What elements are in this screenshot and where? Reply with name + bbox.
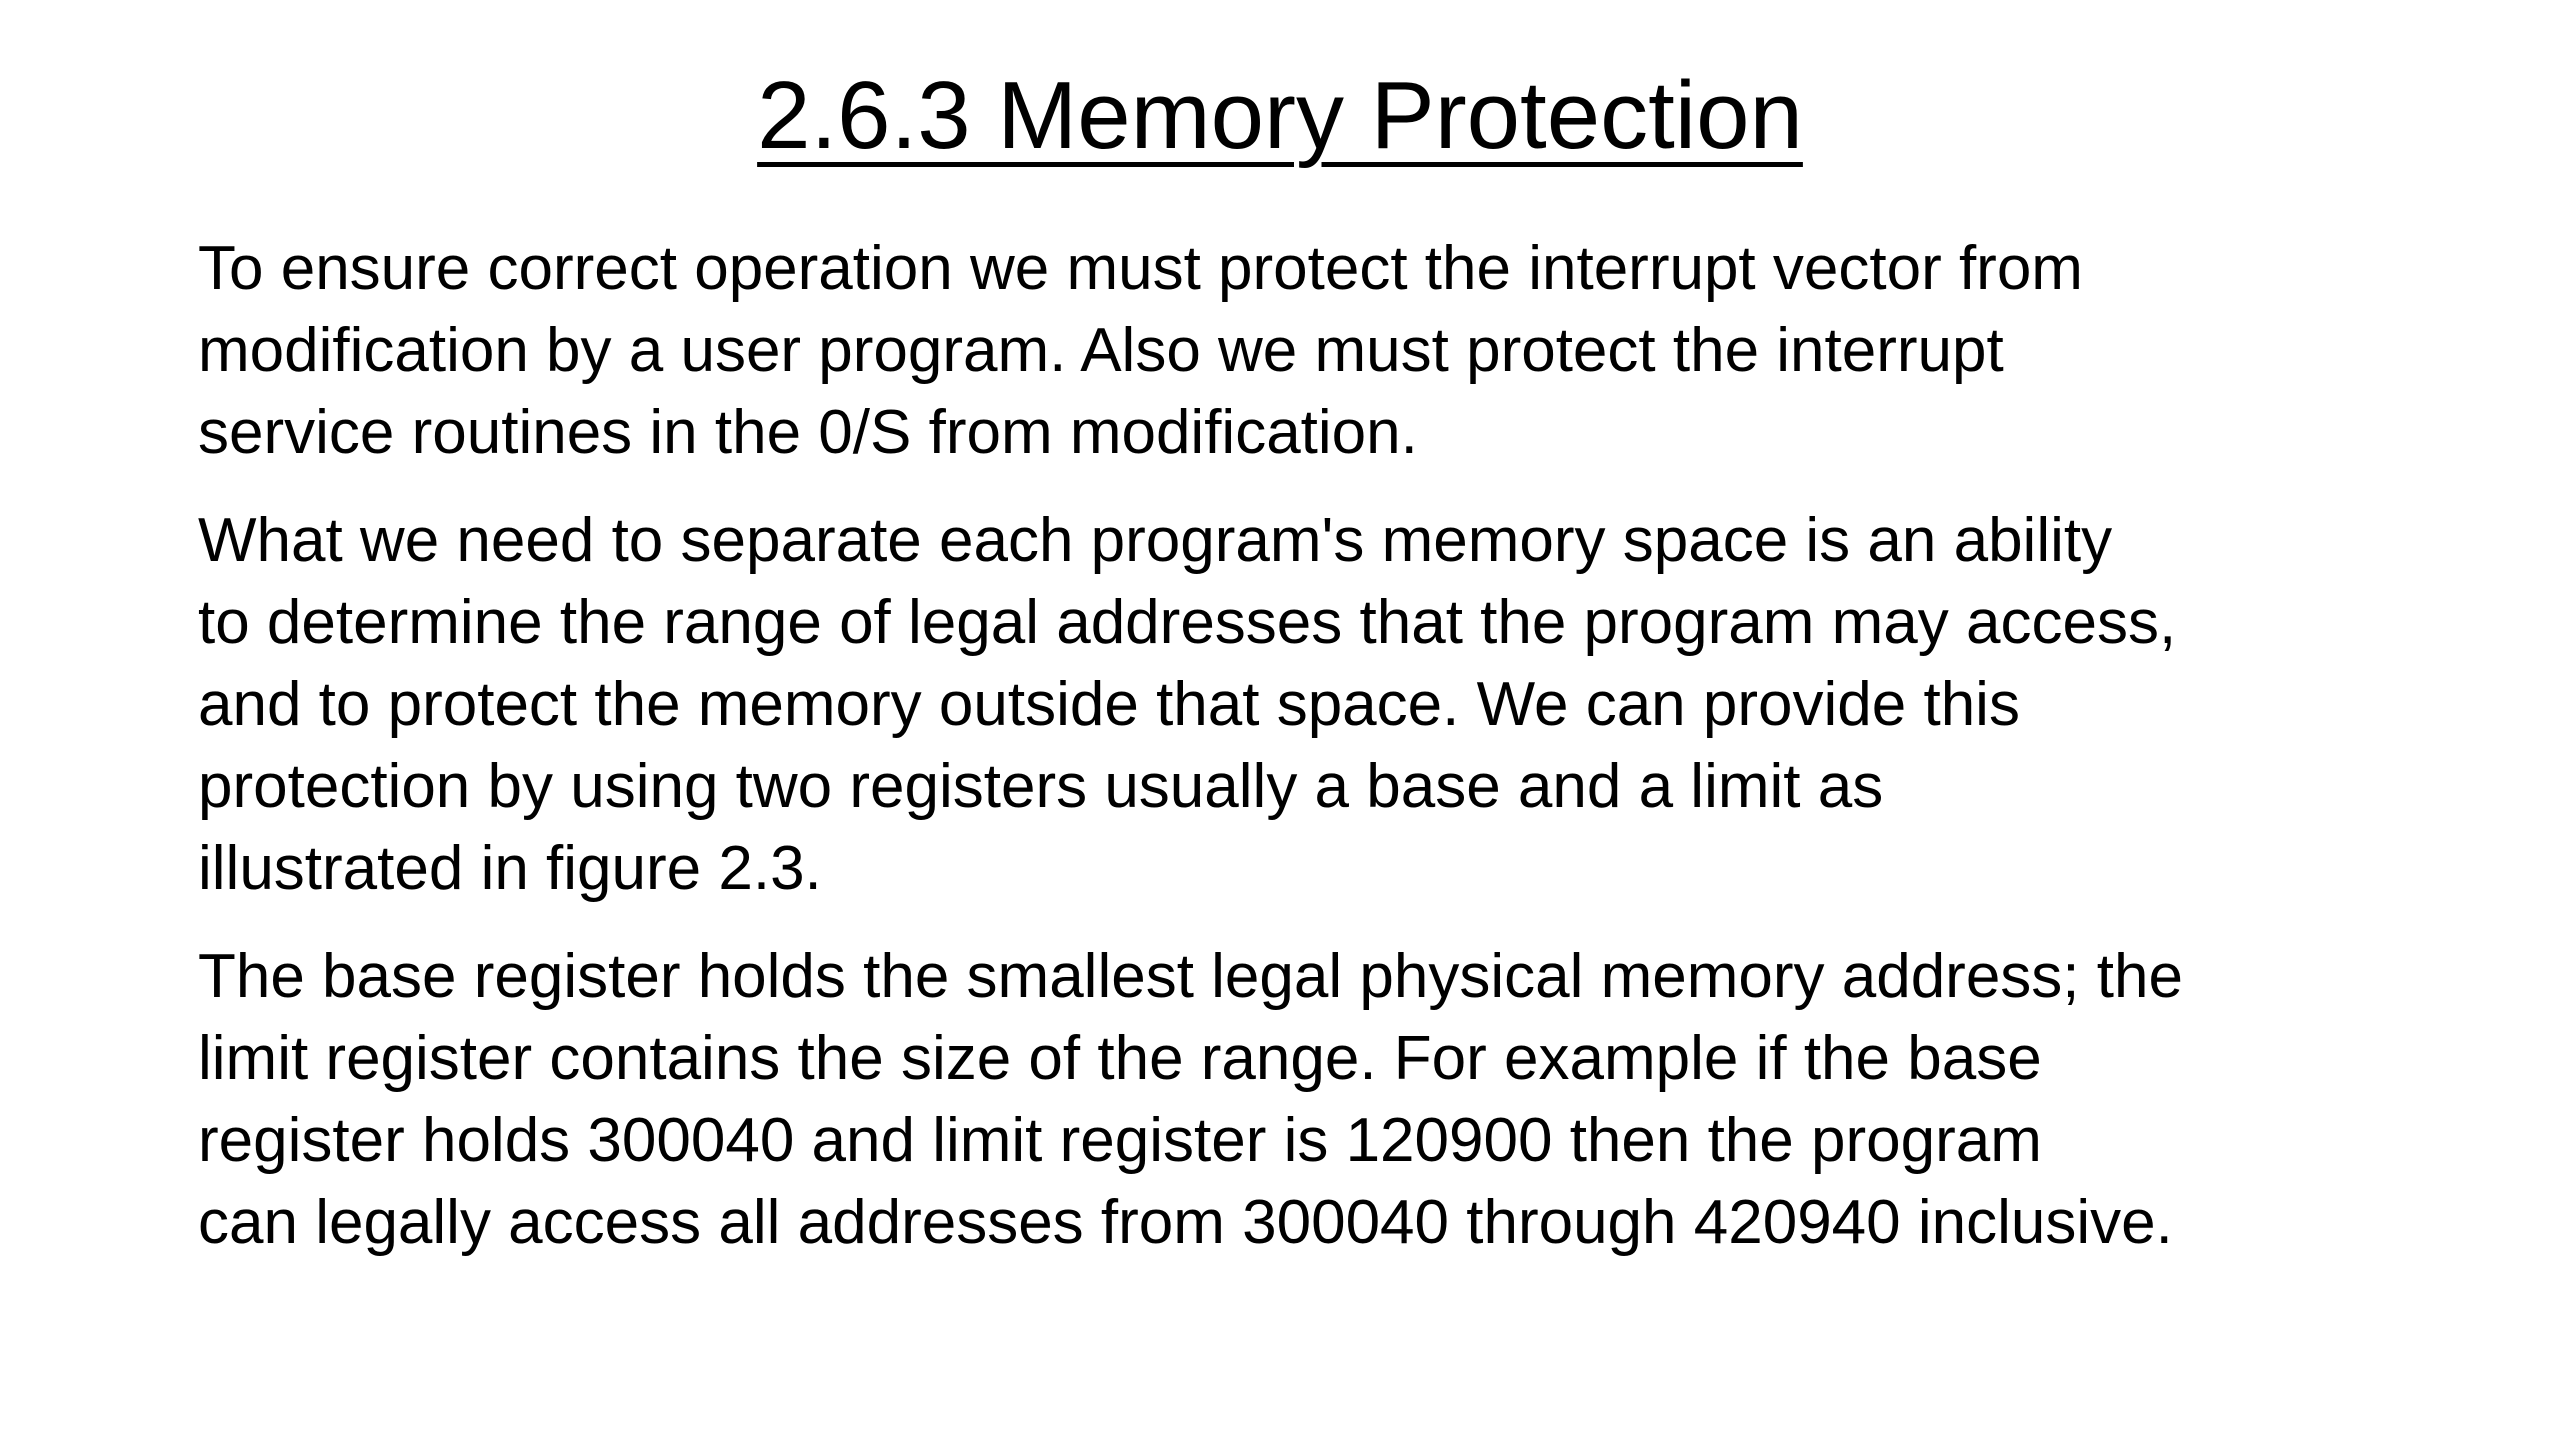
text-line: to determine the range of legal addresses that the program may access, bbox=[198, 588, 2177, 657]
text-line: protection by using two registers usually a base and a limit as bbox=[198, 752, 1884, 821]
slide-title bbox=[0, 52, 2560, 180]
text-line: The base register holds the smallest legal physical memory address; the bbox=[198, 942, 2183, 1011]
text-line: To ensure correct operation we must protect the interrupt vector from bbox=[198, 234, 2083, 303]
text-line: register holds 300040 and limit register is 120900 then the program bbox=[198, 1106, 2042, 1175]
paragraph-memory-separation bbox=[198, 500, 2428, 910]
paragraph-base-limit-example bbox=[198, 936, 2428, 1264]
text-line: limit register contains the size of the range. For example if the base bbox=[198, 1024, 2042, 1093]
text-line: can legally access all addresses from 300040 through 420940 inclusive. bbox=[198, 1188, 2173, 1257]
slide-body bbox=[198, 228, 2428, 1290]
text-line: illustrated in figure 2.3. bbox=[198, 834, 822, 903]
text-line: modification by a user program. Also we must protect the interrupt bbox=[198, 316, 2004, 385]
slide-title-text: 2.6.3 Memory Protection bbox=[757, 62, 1803, 169]
text-line: and to protect the memory outside that space. We can provide this bbox=[198, 670, 2020, 739]
text-line: service routines in the 0/S from modification. bbox=[198, 398, 1418, 467]
text-line: What we need to separate each program's memory space is an ability bbox=[198, 506, 2113, 575]
paragraph-interrupt-protection bbox=[198, 228, 2428, 474]
